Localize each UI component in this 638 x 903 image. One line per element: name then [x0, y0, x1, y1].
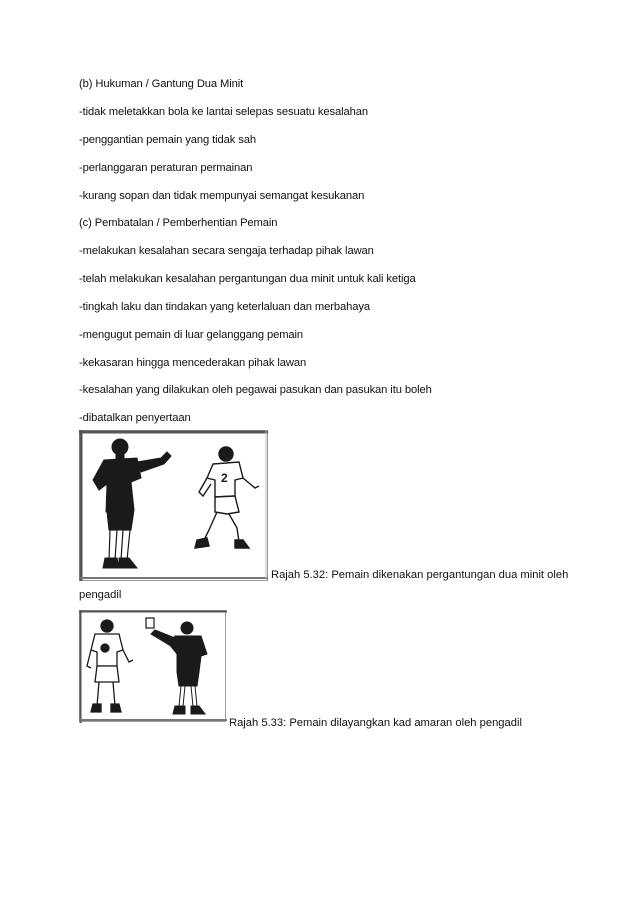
list-item: -mengugut pemain di luar gelanggang pemain: [79, 329, 304, 341]
figure-warning-card: [79, 610, 227, 723]
list-item: -dibatalkan penyertaan: [79, 412, 191, 424]
list-item: -kekasaran hingga mencederakan pihak lawan: [79, 357, 307, 369]
jersey-number: 2: [221, 471, 228, 485]
list-item: -tingkah laku dan tindakan yang keterlaluan dan merbahaya: [79, 301, 370, 313]
section-b-heading: (b) Hukuman / Gantung Dua Minit: [79, 78, 244, 90]
list-item: -kesalahan yang dilakukan oleh pegawai pasukan dan pasukan itu boleh: [79, 384, 432, 396]
figure-caption-5-32: Rajah 5.32: Pemain dikenakan pergantungan dua minit oleh: [271, 569, 569, 581]
figure-caption-5-32-cont: pengadil: [79, 589, 122, 601]
list-item: -telah melakukan kesalahan pergantungan dua minit untuk kali ketiga: [79, 273, 416, 285]
list-item: -kurang sopan dan tidak mempunyai semangat kesukanan: [79, 190, 365, 202]
warning-card: [146, 618, 154, 628]
list-item: -perlanggaran peraturan permainan: [79, 162, 253, 174]
list-item: -tidak meletakkan bola ke lantai selepas sesuatu kesalahan: [79, 106, 368, 118]
figure-caption-5-33: Rajah 5.33: Pemain dilayangkan kad amaran oleh pengadil: [229, 717, 522, 729]
figure-referee-suspension: [79, 430, 269, 582]
list-item: -melakukan kesalahan secara sengaja terhadap pihak lawan: [79, 245, 374, 257]
section-c-heading: (c) Pembatalan / Pemberhentian Pemain: [79, 217, 278, 229]
list-item: -penggantian pemain yang tidak sah: [79, 134, 256, 146]
